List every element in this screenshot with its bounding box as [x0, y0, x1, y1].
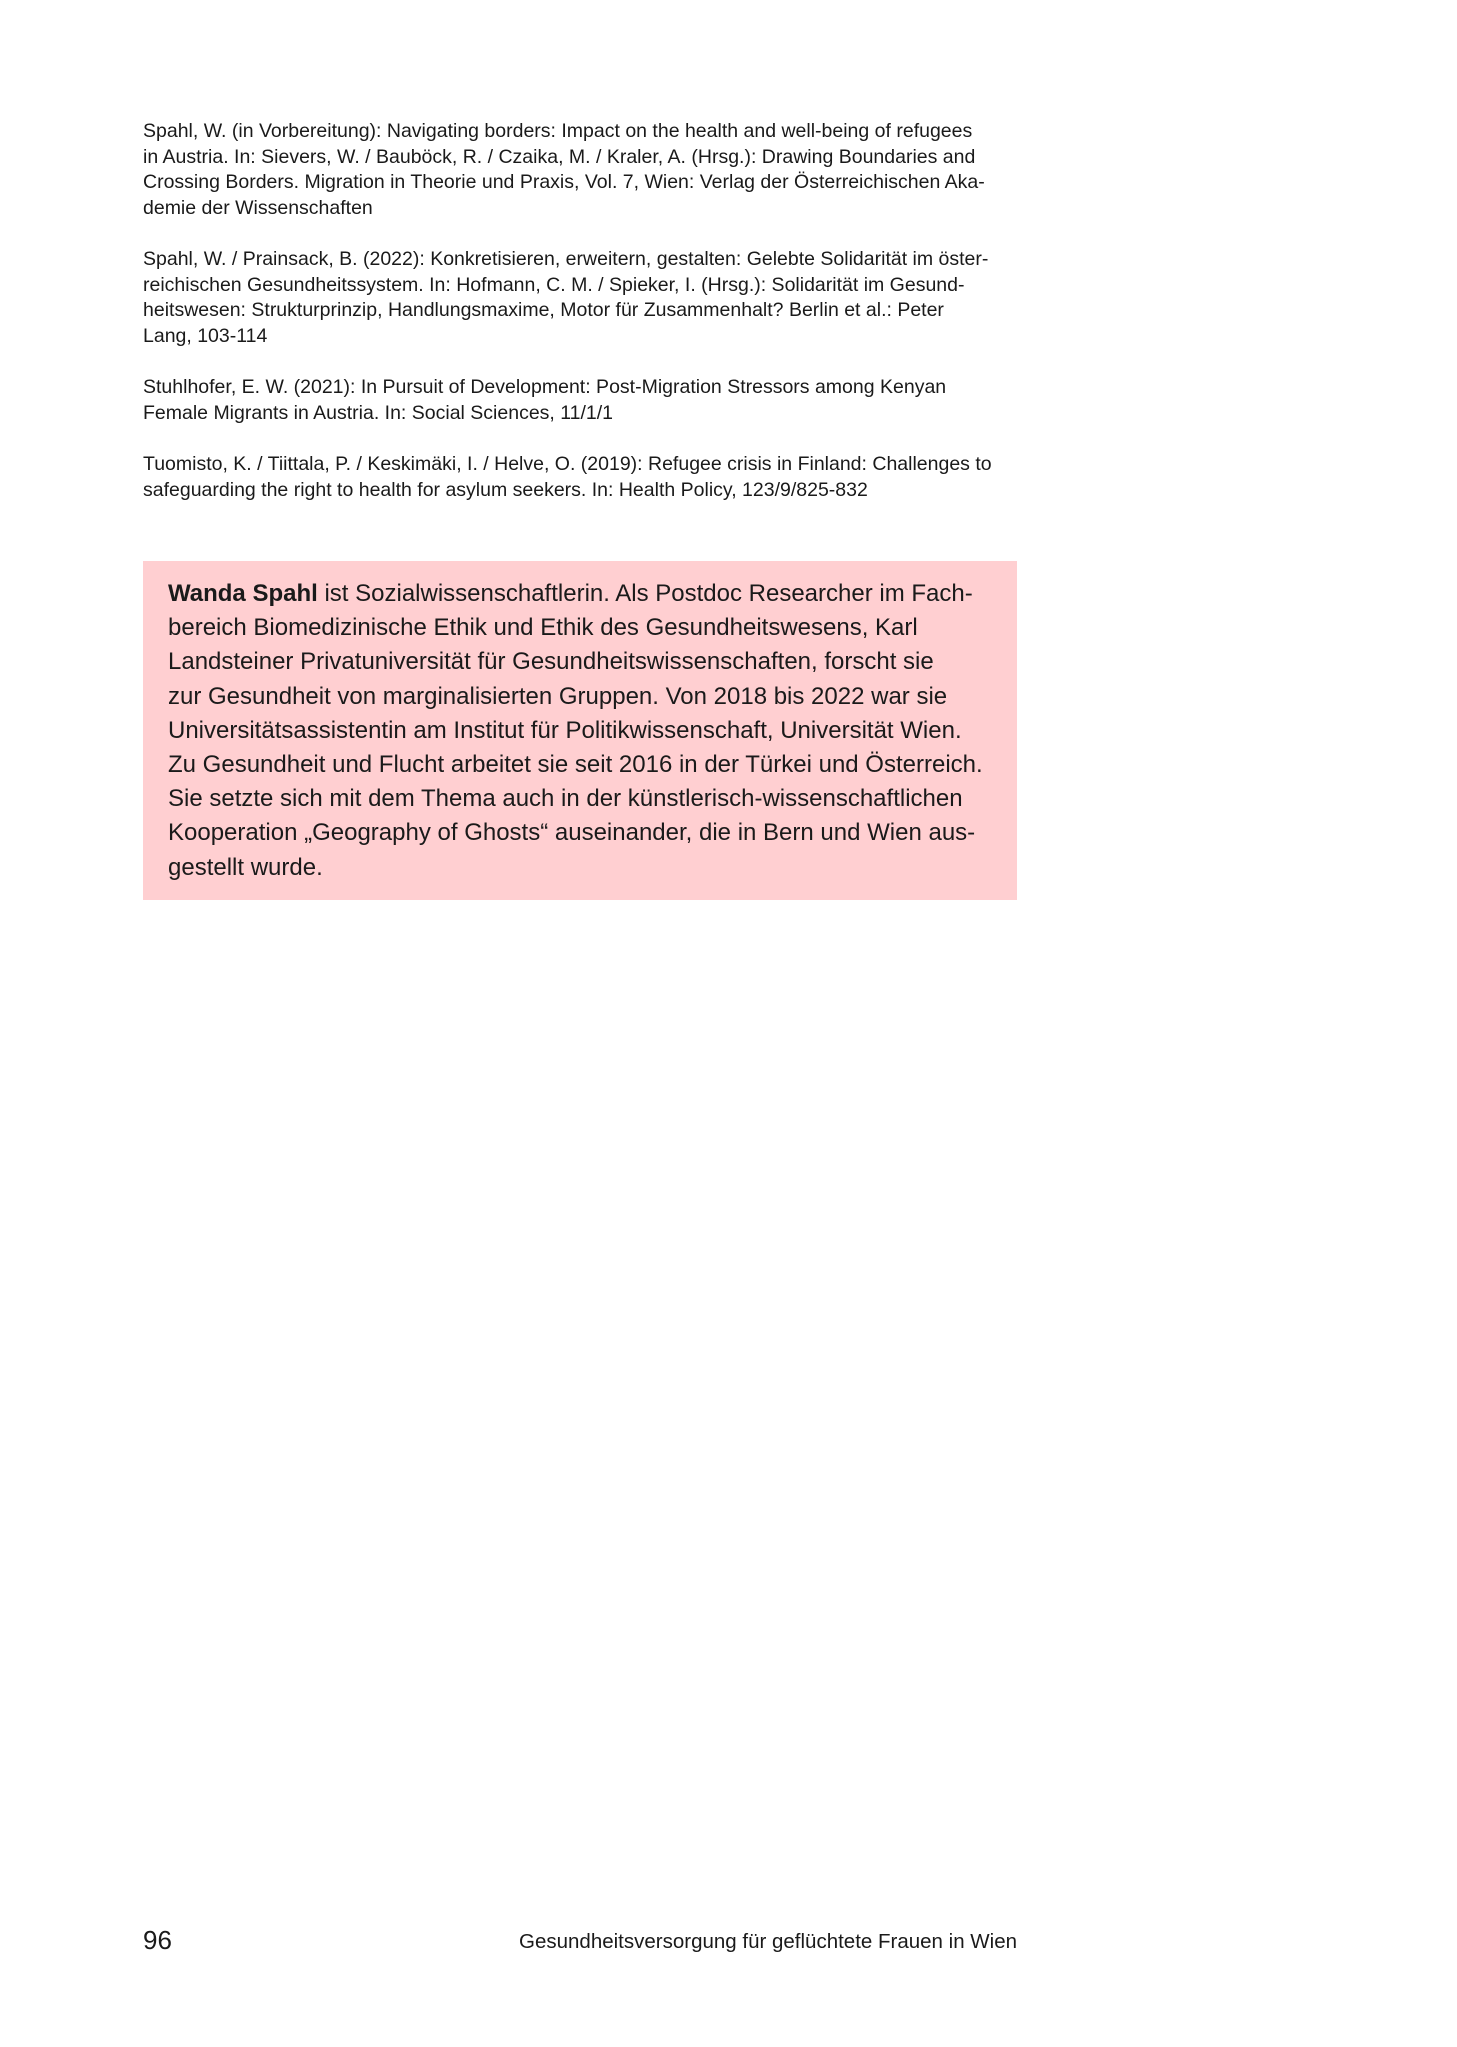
bio-line: Landsteiner Privatuniversität für Gesundheitswissenschaften, forscht sie [168, 648, 934, 676]
bio-line: zur Gesundheit von marginalisierten Gruppen. Von 2018 bis 2022 war sie [168, 682, 948, 710]
bio-line: gestellt wurde. [168, 853, 323, 881]
reference-line: Spahl, W. / Prainsack, B. (2022): Konkretisieren, erweitern, gestalten: Gelebte Solidarität im öster- [143, 248, 989, 270]
reference-entry [143, 247, 1013, 349]
reference-line: Stuhlhofer, E. W. (2021): In Pursuit of Development: Post-Migration Stressors among Kenyan [143, 376, 947, 398]
reference-line: Spahl, W. (in Vorbereitung): Navigating borders: Impact on the health and well-being of refugees [143, 120, 973, 142]
bio-line: Universitätsassistentin am Institut für Politikwissenschaft, Universität Wien. [168, 716, 962, 744]
running-title: Gesundheitsversorgung für geflüchtete Frauen in Wien [519, 1930, 1017, 1953]
reference-list [143, 119, 1013, 529]
reference-line: Lang, 103-114 [143, 324, 268, 347]
bio-line: Zu Gesundheit und Flucht arbeitet sie seit 2016 in der Türkei und Österreich. [168, 751, 983, 779]
bio-intro-text: ist Sozialwissenschaftlerin. Als Postdoc Researcher im Fach- [317, 580, 973, 607]
reference-line: safeguarding the right to health for asylum seekers. In: Health Policy, 123/9/825-832 [143, 478, 868, 501]
reference-entry [143, 119, 1013, 221]
page-number: 96 [143, 1925, 172, 1955]
bio-line [168, 577, 1017, 611]
bio-line: Sie setzte sich mit dem Thema auch in der künstlerisch-wissenschaftlichen [168, 785, 963, 813]
reference-line: Female Migrants in Austria. In: Social Sciences, 11/1/1 [143, 401, 614, 424]
reference-line: in Austria. In: Sievers, W. / Bauböck, R. / Czaika, M. / Kraler, A. (Hrsg.): Drawing Boundaries and [143, 145, 976, 168]
reference-entry [143, 452, 1013, 503]
bio-line: bereich Biomedizinische Ethik und Ethik des Gesundheitswesens, Karl [168, 614, 918, 642]
reference-line: heitswesen: Strukturprinzip, Handlungsmaxime, Motor für Zusammenhalt? Berlin et al.: Peter [143, 299, 944, 321]
reference-entry [143, 375, 1013, 426]
reference-line: demie der Wissenschaften [143, 196, 373, 219]
reference-line: reichischen Gesundheitssystem. In: Hofmann, C. M. / Spieker, I. (Hrsg.): Solidarität im Gesund- [143, 273, 965, 296]
reference-line: Tuomisto, K. / Tiittala, P. / Keskimäki, I. / Helve, O. (2019): Refugee crisis in Finland: Challenges to [143, 453, 992, 475]
reference-line: Crossing Borders. Migration in Theorie und Praxis, Vol. 7, Wien: Verlag der Österreichischen Aka- [143, 171, 985, 193]
author-bio-box [143, 561, 1017, 900]
author-name: Wanda Spahl [168, 580, 318, 607]
bio-line: Kooperation „Geography of Ghosts“ auseinander, die in Bern und Wien aus- [168, 819, 976, 847]
